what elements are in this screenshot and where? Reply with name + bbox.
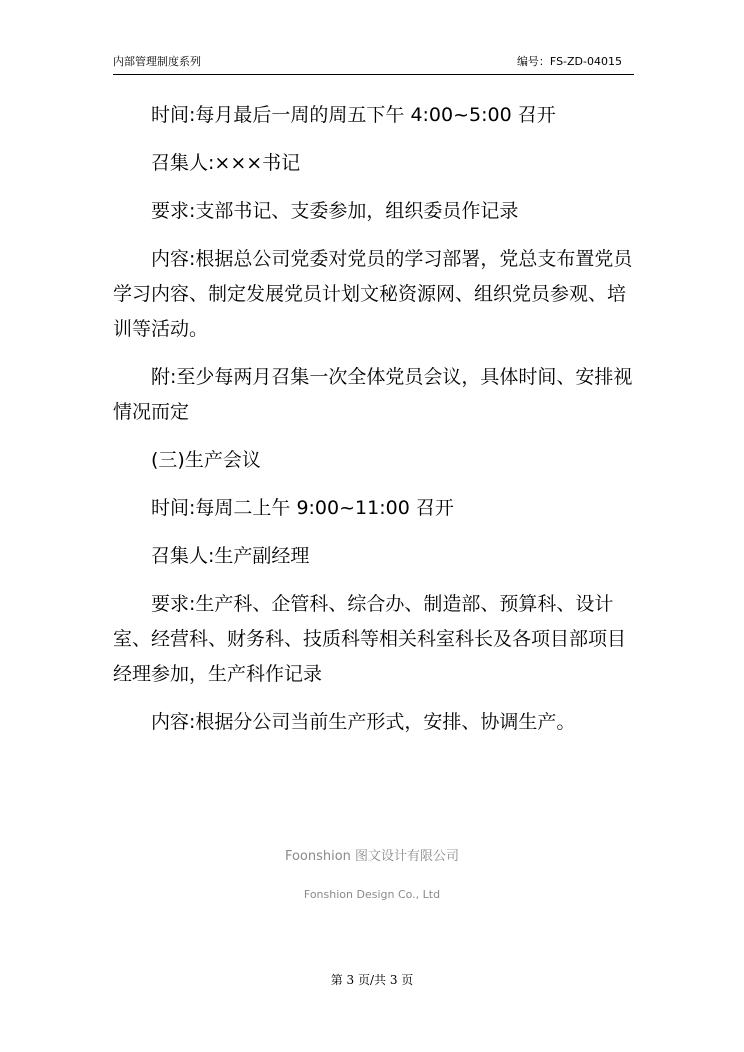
paragraph-production-content: 内容:根据分公司当前生产形式，安排、协调生产。 (151, 711, 576, 733)
paragraph-note: 附:至少每两月召集一次全体党员会议，具体时间、安排视情况而定 (113, 366, 633, 423)
section-heading-production-meeting: (三)生产会议 (151, 449, 261, 471)
paragraph-requirements: 要求:支部书记、支委参加，组织委员作记录 (151, 200, 519, 222)
header-document-number: 编号：FS-ZD-04015 (516, 55, 622, 68)
paragraph-production-convener: 召集人:生产副经理 (151, 545, 310, 567)
footer-company-name-cn: Foonshion 图文设计有限公司 (284, 849, 460, 864)
page-header (113, 54, 634, 75)
page-number: 第 3 页/共 3 页 (330, 973, 414, 987)
paragraph-production-time: 时间:每周二上午 9:00~11:00 召开 (151, 497, 454, 519)
document-body (113, 98, 637, 753)
paragraph-content: 内容:根据总公司党委对党员的学习部署，党总支布置党员学习内容、制定发展党员计划文秘资源网、组织党员参观、培训等活动。 (113, 248, 633, 340)
footer-company-name-en: Fonshion Design Co., Ltd (303, 888, 441, 901)
header-series-title: 内部管理制度系列 (113, 55, 201, 68)
paragraph-production-requirements: 要求:生产科、企管科、综合办、制造部、预算科、设计室、经营科、财务科、技质科等相关科室科长及各项目部项目经理参加，生产科作记录 (113, 593, 627, 685)
paragraph-meeting-time: 时间:每月最后一周的周五下午 4:00~5:00 召开 (151, 104, 556, 126)
paragraph-convener: 召集人:×××书记 (151, 152, 301, 174)
